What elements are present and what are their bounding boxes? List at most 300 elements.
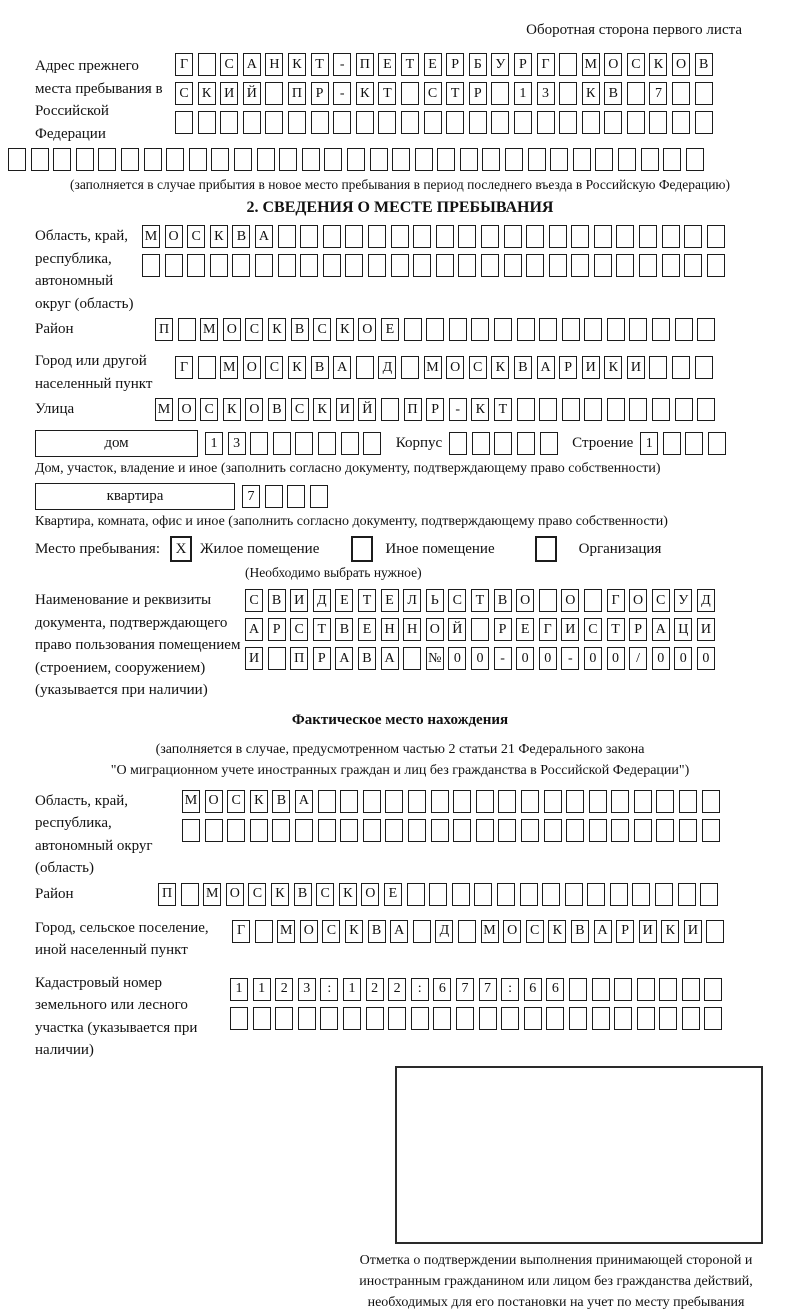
- form-cell[interactable]: [347, 148, 365, 171]
- form-cell[interactable]: [227, 819, 245, 842]
- form-cell[interactable]: [198, 111, 216, 134]
- form-cell[interactable]: Д: [697, 589, 715, 612]
- form-cell[interactable]: [407, 883, 425, 906]
- form-cell[interactable]: [411, 1007, 429, 1030]
- fact-region-row-1[interactable]: [182, 790, 724, 813]
- form-cell[interactable]: [675, 398, 693, 421]
- form-cell[interactable]: В: [571, 920, 589, 943]
- form-cell[interactable]: Т: [494, 398, 512, 421]
- form-cell[interactable]: [368, 254, 386, 277]
- form-cell[interactable]: И: [245, 647, 263, 670]
- form-cell[interactable]: [295, 819, 313, 842]
- form-cell[interactable]: Р: [311, 82, 329, 105]
- form-cell[interactable]: [582, 111, 600, 134]
- form-cell[interactable]: А: [381, 647, 399, 670]
- form-cell[interactable]: [433, 1007, 451, 1030]
- document-row-1[interactable]: [245, 589, 719, 612]
- form-cell[interactable]: [408, 790, 426, 813]
- form-cell[interactable]: [343, 1007, 361, 1030]
- form-cell[interactable]: [265, 485, 283, 508]
- form-cell[interactable]: [366, 1007, 384, 1030]
- form-cell[interactable]: [544, 819, 562, 842]
- form-cell[interactable]: М: [203, 883, 221, 906]
- form-cell[interactable]: О: [205, 790, 223, 813]
- form-cell[interactable]: [707, 225, 725, 248]
- form-cell[interactable]: [413, 920, 431, 943]
- form-cell[interactable]: :: [411, 978, 429, 1001]
- form-cell[interactable]: В: [291, 318, 309, 341]
- form-cell[interactable]: О: [223, 318, 241, 341]
- form-cell[interactable]: [695, 111, 713, 134]
- form-cell[interactable]: [686, 148, 704, 171]
- form-cell[interactable]: О: [226, 883, 244, 906]
- form-cell[interactable]: [498, 790, 516, 813]
- form-cell[interactable]: П: [404, 398, 422, 421]
- form-cell[interactable]: 0: [448, 647, 466, 670]
- form-cell[interactable]: [232, 254, 250, 277]
- form-cell[interactable]: П: [288, 82, 306, 105]
- form-cell[interactable]: М: [481, 920, 499, 943]
- form-cell[interactable]: И: [627, 356, 645, 379]
- form-cell[interactable]: [539, 398, 557, 421]
- form-cell[interactable]: Д: [313, 589, 331, 612]
- region-row-2[interactable]: [142, 254, 729, 277]
- form-cell[interactable]: К: [582, 82, 600, 105]
- form-cell[interactable]: [656, 790, 674, 813]
- form-cell[interactable]: [494, 318, 512, 341]
- form-cell[interactable]: [436, 254, 454, 277]
- form-cell[interactable]: И: [220, 82, 238, 105]
- form-cell[interactable]: 7: [456, 978, 474, 1001]
- form-cell[interactable]: А: [335, 647, 353, 670]
- form-cell[interactable]: [517, 432, 535, 455]
- form-cell[interactable]: А: [245, 618, 263, 641]
- form-cell[interactable]: [121, 148, 139, 171]
- form-cell[interactable]: [592, 1007, 610, 1030]
- form-cell[interactable]: [385, 819, 403, 842]
- form-cell[interactable]: [356, 111, 374, 134]
- form-cell[interactable]: [345, 225, 363, 248]
- form-cell[interactable]: Р: [514, 53, 532, 76]
- form-cell[interactable]: Н: [381, 618, 399, 641]
- form-cell[interactable]: М: [155, 398, 173, 421]
- form-cell[interactable]: [8, 148, 26, 171]
- form-cell[interactable]: [205, 819, 223, 842]
- form-cell[interactable]: К: [223, 398, 241, 421]
- form-cell[interactable]: [381, 398, 399, 421]
- form-cell[interactable]: [610, 883, 628, 906]
- form-cell[interactable]: А: [295, 790, 313, 813]
- form-cell[interactable]: [472, 432, 490, 455]
- form-cell[interactable]: С: [200, 398, 218, 421]
- form-cell[interactable]: -: [333, 53, 351, 76]
- form-cell[interactable]: :: [320, 978, 338, 1001]
- form-cell[interactable]: [616, 225, 634, 248]
- form-cell[interactable]: П: [290, 647, 308, 670]
- form-cell[interactable]: Ц: [674, 618, 692, 641]
- document-row-2[interactable]: [245, 618, 719, 641]
- form-cell[interactable]: [431, 819, 449, 842]
- form-cell[interactable]: Н: [265, 53, 283, 76]
- form-cell[interactable]: К: [313, 398, 331, 421]
- form-cell[interactable]: [542, 883, 560, 906]
- form-cell[interactable]: [702, 790, 720, 813]
- form-cell[interactable]: С: [245, 589, 263, 612]
- form-cell[interactable]: [401, 356, 419, 379]
- form-cell[interactable]: Р: [559, 356, 577, 379]
- form-cell[interactable]: [298, 1007, 316, 1030]
- form-cell[interactable]: В: [358, 647, 376, 670]
- form-cell[interactable]: О: [245, 398, 263, 421]
- form-cell[interactable]: [333, 111, 351, 134]
- form-cell[interactable]: [706, 920, 724, 943]
- form-cell[interactable]: М: [277, 920, 295, 943]
- form-cell[interactable]: [255, 254, 273, 277]
- form-cell[interactable]: О: [446, 356, 464, 379]
- form-cell[interactable]: О: [672, 53, 690, 76]
- form-cell[interactable]: [278, 254, 296, 277]
- form-cell[interactable]: А: [652, 618, 670, 641]
- form-cell[interactable]: [31, 148, 49, 171]
- form-cell[interactable]: [634, 790, 652, 813]
- form-cell[interactable]: [589, 819, 607, 842]
- form-cell[interactable]: [672, 356, 690, 379]
- form-cell[interactable]: Р: [426, 398, 444, 421]
- form-cell[interactable]: Т: [358, 589, 376, 612]
- form-cell[interactable]: Д: [378, 356, 396, 379]
- form-cell[interactable]: С: [448, 589, 466, 612]
- form-cell[interactable]: [589, 790, 607, 813]
- form-cell[interactable]: [368, 225, 386, 248]
- form-cell[interactable]: [424, 111, 442, 134]
- form-cell[interactable]: П: [356, 53, 374, 76]
- form-cell[interactable]: С: [291, 398, 309, 421]
- form-cell[interactable]: [655, 883, 673, 906]
- form-cell[interactable]: [341, 432, 359, 455]
- form-cell[interactable]: [505, 148, 523, 171]
- form-cell[interactable]: [497, 883, 515, 906]
- form-cell[interactable]: [675, 318, 693, 341]
- form-cell[interactable]: Р: [494, 618, 512, 641]
- form-cell[interactable]: М: [142, 225, 160, 248]
- form-cell[interactable]: [708, 432, 726, 455]
- form-cell[interactable]: [198, 356, 216, 379]
- form-cell[interactable]: [559, 82, 577, 105]
- form-cell[interactable]: [401, 82, 419, 105]
- form-cell[interactable]: [684, 225, 702, 248]
- form-cell[interactable]: [604, 111, 622, 134]
- fact-city-row[interactable]: [232, 920, 729, 943]
- form-cell[interactable]: [663, 148, 681, 171]
- form-cell[interactable]: К: [491, 356, 509, 379]
- form-cell[interactable]: [562, 318, 580, 341]
- form-cell[interactable]: [707, 254, 725, 277]
- form-cell[interactable]: [234, 148, 252, 171]
- form-cell[interactable]: С: [627, 53, 645, 76]
- form-cell[interactable]: [520, 883, 538, 906]
- form-cell[interactable]: 3: [537, 82, 555, 105]
- form-cell[interactable]: [517, 398, 535, 421]
- form-cell[interactable]: Р: [268, 618, 286, 641]
- form-cell[interactable]: Р: [446, 53, 464, 76]
- form-cell[interactable]: [404, 318, 422, 341]
- form-cell[interactable]: 6: [433, 978, 451, 1001]
- form-cell[interactable]: [539, 589, 557, 612]
- form-cell[interactable]: В: [695, 53, 713, 76]
- form-cell[interactable]: [594, 254, 612, 277]
- form-cell[interactable]: [272, 819, 290, 842]
- city-row[interactable]: [175, 356, 717, 379]
- street-row[interactable]: [155, 398, 720, 421]
- form-cell[interactable]: В: [494, 589, 512, 612]
- form-cell[interactable]: [279, 148, 297, 171]
- form-cell[interactable]: 0: [539, 647, 557, 670]
- form-cell[interactable]: Т: [311, 53, 329, 76]
- form-cell[interactable]: Г: [175, 356, 193, 379]
- prev-address-row-2[interactable]: [175, 82, 717, 105]
- form-cell[interactable]: К: [661, 920, 679, 943]
- form-cell[interactable]: [144, 148, 162, 171]
- form-cell[interactable]: К: [604, 356, 622, 379]
- form-cell[interactable]: [469, 111, 487, 134]
- form-cell[interactable]: [275, 1007, 293, 1030]
- form-cell[interactable]: [592, 978, 610, 1001]
- form-cell[interactable]: Т: [607, 618, 625, 641]
- form-cell[interactable]: [697, 318, 715, 341]
- form-cell[interactable]: [446, 111, 464, 134]
- form-cell[interactable]: [652, 318, 670, 341]
- form-cell[interactable]: 6: [546, 978, 564, 1001]
- form-cell[interactable]: [494, 432, 512, 455]
- form-cell[interactable]: О: [300, 920, 318, 943]
- form-cell[interactable]: В: [311, 356, 329, 379]
- form-cell[interactable]: С: [584, 618, 602, 641]
- form-cell[interactable]: [178, 318, 196, 341]
- form-cell[interactable]: [559, 111, 577, 134]
- form-cell[interactable]: -: [333, 82, 351, 105]
- form-cell[interactable]: [413, 225, 431, 248]
- form-cell[interactable]: [300, 225, 318, 248]
- form-cell[interactable]: К: [198, 82, 216, 105]
- form-cell[interactable]: И: [684, 920, 702, 943]
- form-cell[interactable]: [287, 485, 305, 508]
- form-cell[interactable]: [627, 82, 645, 105]
- form-cell[interactable]: [426, 318, 444, 341]
- form-cell[interactable]: [544, 790, 562, 813]
- form-cell[interactable]: [458, 920, 476, 943]
- form-cell[interactable]: /: [629, 647, 647, 670]
- form-cell[interactable]: О: [516, 589, 534, 612]
- form-cell[interactable]: В: [268, 589, 286, 612]
- form-cell[interactable]: 1: [640, 432, 658, 455]
- form-cell[interactable]: [310, 485, 328, 508]
- form-cell[interactable]: [481, 225, 499, 248]
- cadastre-row-2[interactable]: [230, 1007, 727, 1030]
- form-cell[interactable]: Т: [446, 82, 464, 105]
- form-cell[interactable]: И: [582, 356, 600, 379]
- form-cell[interactable]: [663, 432, 681, 455]
- form-cell[interactable]: Т: [313, 618, 331, 641]
- form-cell[interactable]: Г: [175, 53, 193, 76]
- form-cell[interactable]: [476, 819, 494, 842]
- form-cell[interactable]: 2: [388, 978, 406, 1001]
- form-cell[interactable]: К: [649, 53, 667, 76]
- form-cell[interactable]: [618, 148, 636, 171]
- form-cell[interactable]: [401, 111, 419, 134]
- form-cell[interactable]: К: [336, 318, 354, 341]
- form-cell[interactable]: [449, 432, 467, 455]
- form-cell[interactable]: [142, 254, 160, 277]
- form-cell[interactable]: [253, 1007, 271, 1030]
- form-cell[interactable]: [662, 254, 680, 277]
- form-cell[interactable]: С: [290, 618, 308, 641]
- form-cell[interactable]: [565, 883, 583, 906]
- form-cell[interactable]: 1: [343, 978, 361, 1001]
- form-cell[interactable]: [550, 148, 568, 171]
- form-cell[interactable]: [549, 225, 567, 248]
- form-cell[interactable]: Н: [403, 618, 421, 641]
- form-cell[interactable]: [562, 398, 580, 421]
- form-cell[interactable]: 0: [584, 647, 602, 670]
- form-cell[interactable]: [453, 819, 471, 842]
- form-cell[interactable]: [566, 819, 584, 842]
- form-cell[interactable]: 3: [228, 432, 246, 455]
- form-cell[interactable]: [324, 148, 342, 171]
- form-cell[interactable]: [300, 254, 318, 277]
- form-cell[interactable]: М: [182, 790, 200, 813]
- form-cell[interactable]: [265, 82, 283, 105]
- form-cell[interactable]: В: [335, 618, 353, 641]
- form-cell[interactable]: [210, 254, 228, 277]
- district-row[interactable]: [155, 318, 720, 341]
- form-cell[interactable]: [639, 225, 657, 248]
- form-cell[interactable]: О: [361, 883, 379, 906]
- form-cell[interactable]: О: [165, 225, 183, 248]
- form-cell[interactable]: И: [561, 618, 579, 641]
- form-cell[interactable]: [323, 225, 341, 248]
- fact-region-row-2[interactable]: [182, 819, 724, 842]
- form-cell[interactable]: [363, 819, 381, 842]
- form-cell[interactable]: 1: [205, 432, 223, 455]
- form-cell[interactable]: [566, 790, 584, 813]
- form-cell[interactable]: [198, 53, 216, 76]
- form-cell[interactable]: С: [245, 318, 263, 341]
- form-cell[interactable]: [682, 978, 700, 1001]
- form-cell[interactable]: [491, 111, 509, 134]
- form-cell[interactable]: [391, 225, 409, 248]
- form-cell[interactable]: [458, 254, 476, 277]
- form-cell[interactable]: Г: [537, 53, 555, 76]
- form-cell[interactable]: [257, 148, 275, 171]
- form-cell[interactable]: [614, 978, 632, 1001]
- form-cell[interactable]: [656, 819, 674, 842]
- form-cell[interactable]: [524, 1007, 542, 1030]
- form-cell[interactable]: К: [268, 318, 286, 341]
- form-cell[interactable]: О: [561, 589, 579, 612]
- form-cell[interactable]: У: [674, 589, 692, 612]
- form-cell[interactable]: 0: [697, 647, 715, 670]
- form-cell[interactable]: [584, 589, 602, 612]
- form-cell[interactable]: Е: [516, 618, 534, 641]
- form-cell[interactable]: В: [604, 82, 622, 105]
- form-cell[interactable]: [268, 647, 286, 670]
- form-cell[interactable]: [311, 111, 329, 134]
- form-cell[interactable]: [318, 819, 336, 842]
- form-cell[interactable]: 0: [471, 647, 489, 670]
- form-cell[interactable]: 6: [524, 978, 542, 1001]
- form-cell[interactable]: [659, 1007, 677, 1030]
- form-cell[interactable]: Ь: [426, 589, 444, 612]
- form-cell[interactable]: [641, 148, 659, 171]
- form-cell[interactable]: [165, 254, 183, 277]
- form-cell[interactable]: [569, 978, 587, 1001]
- house-number-cells[interactable]: [205, 432, 386, 455]
- form-cell[interactable]: 3: [298, 978, 316, 1001]
- form-cell[interactable]: [392, 148, 410, 171]
- form-cell[interactable]: [639, 254, 657, 277]
- form-cell[interactable]: Л: [403, 589, 421, 612]
- form-cell[interactable]: С: [424, 82, 442, 105]
- form-cell[interactable]: [295, 432, 313, 455]
- form-cell[interactable]: [632, 883, 650, 906]
- form-cell[interactable]: 1: [514, 82, 532, 105]
- form-cell[interactable]: Т: [378, 82, 396, 105]
- form-cell[interactable]: [403, 647, 421, 670]
- form-cell[interactable]: И: [336, 398, 354, 421]
- form-cell[interactable]: [672, 111, 690, 134]
- form-cell[interactable]: [273, 432, 291, 455]
- form-cell[interactable]: [526, 225, 544, 248]
- form-cell[interactable]: [504, 225, 522, 248]
- form-cell[interactable]: [363, 432, 381, 455]
- form-cell[interactable]: -: [449, 398, 467, 421]
- form-cell[interactable]: [607, 398, 625, 421]
- form-cell[interactable]: Й: [448, 618, 466, 641]
- form-cell[interactable]: [53, 148, 71, 171]
- form-cell[interactable]: А: [255, 225, 273, 248]
- form-cell[interactable]: И: [697, 618, 715, 641]
- form-cell[interactable]: [175, 111, 193, 134]
- form-cell[interactable]: [243, 111, 261, 134]
- form-cell[interactable]: [614, 1007, 632, 1030]
- form-cell[interactable]: [649, 111, 667, 134]
- form-cell[interactable]: :: [501, 978, 519, 1001]
- form-cell[interactable]: [476, 790, 494, 813]
- cadastre-row-1[interactable]: [230, 978, 727, 1001]
- form-cell[interactable]: [584, 398, 602, 421]
- form-cell[interactable]: К: [356, 82, 374, 105]
- form-cell[interactable]: [702, 819, 720, 842]
- form-cell[interactable]: М: [424, 356, 442, 379]
- form-cell[interactable]: К: [345, 920, 363, 943]
- form-cell[interactable]: А: [537, 356, 555, 379]
- form-cell[interactable]: [413, 254, 431, 277]
- form-cell[interactable]: [318, 432, 336, 455]
- form-cell[interactable]: [629, 318, 647, 341]
- form-cell[interactable]: [528, 148, 546, 171]
- korpus-cells[interactable]: [449, 432, 562, 455]
- form-cell[interactable]: [587, 883, 605, 906]
- form-cell[interactable]: [323, 254, 341, 277]
- form-cell[interactable]: [521, 819, 539, 842]
- form-cell[interactable]: К: [250, 790, 268, 813]
- form-cell[interactable]: Г: [539, 618, 557, 641]
- form-cell[interactable]: К: [548, 920, 566, 943]
- form-cell[interactable]: [460, 148, 478, 171]
- apartment-cells[interactable]: [242, 485, 332, 508]
- form-cell[interactable]: С: [220, 53, 238, 76]
- form-cell[interactable]: С: [526, 920, 544, 943]
